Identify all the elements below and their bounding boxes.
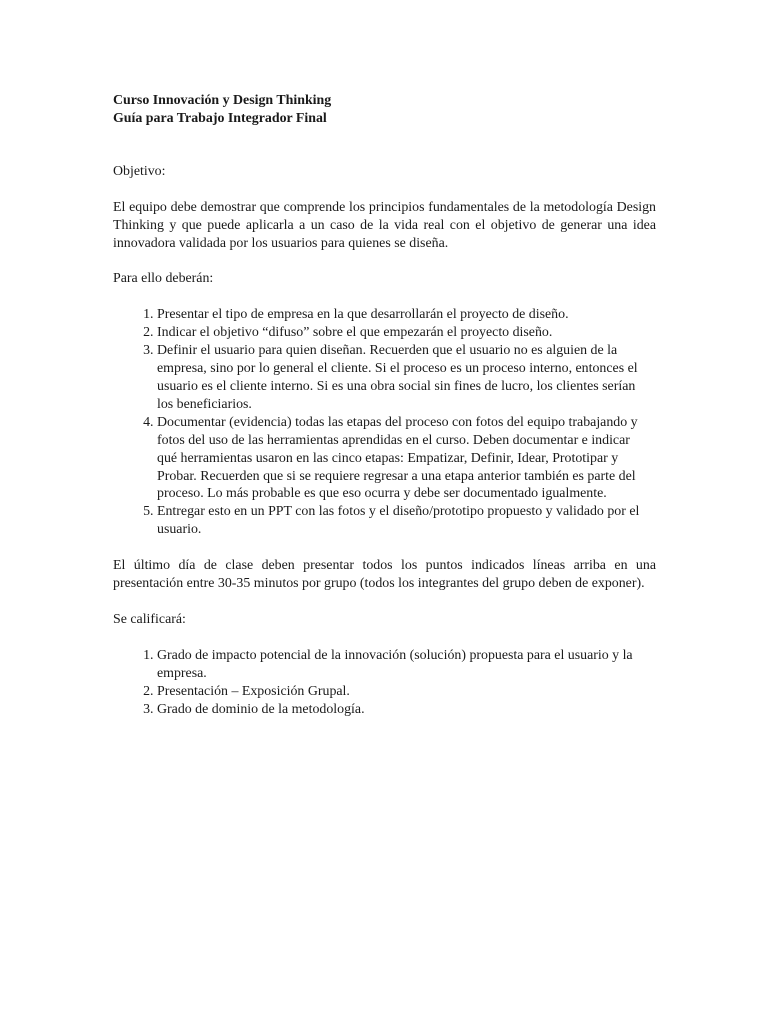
list-item <box>157 306 656 324</box>
grading-text: Presentación – Exposición Grupal. <box>157 683 350 699</box>
task-text: Indicar el objetivo “difuso” sobre el que empezarán el proyecto diseño. <box>157 325 553 341</box>
objective-heading: Objetivo: <box>113 163 166 179</box>
title-guide: Guía para Trabajo Integrador Final <box>113 110 327 126</box>
objective-paragraph: El equipo debe demostrar que comprende los principios fundamentales de la metodología Design Thinking y que puede aplicarla a un caso de la vida real con el objetivo de generar una idea innovadora validada por los usuarios para quienes se diseña. <box>113 199 656 251</box>
task-text: Presentar el tipo de empresa en la que desarrollarán el proyecto de diseño. <box>157 307 569 323</box>
list-item <box>157 342 656 414</box>
grading-text: Grado de dominio de la metodología. <box>157 701 365 717</box>
grading-list <box>113 647 656 719</box>
list-item <box>157 324 656 342</box>
list-item <box>157 414 656 504</box>
tasks-list <box>113 306 656 539</box>
tasks-intro: Para ello deberán: <box>113 271 214 287</box>
title-course: Curso Innovación y Design Thinking <box>113 93 332 108</box>
grading-intro: Se calificará: <box>113 611 186 627</box>
list-item <box>157 647 656 683</box>
list-item <box>157 683 656 701</box>
task-text: Documentar (evidencia) todas las etapas del proceso con fotos del equipo trabajando y fotos del uso de las herramientas aprendidas en el curso. Deben documentar e indicar qué herramientas usaron en las cinco etapas: Empatizar, Definir, Idear, Prototipar y Probar. Recuerden que si se requiere regresar a una etapa anterior también es parte del proceso. Lo más probable es que eso ocurra y debe ser documentado igualmente. <box>157 414 638 502</box>
list-item <box>157 503 656 539</box>
list-item <box>157 701 656 719</box>
task-text: Definir el usuario para quien diseñan. Recuerden que el usuario no es alguien de la empresa, sino por lo general el cliente. Si el proceso es un proceso interno, entonces el usuario es el cliente interno. Si es una obra social sin fines de lucro, los clientes serían los beneficiarios. <box>157 343 638 412</box>
document-title <box>113 92 656 128</box>
task-text: Entregar esto en un PPT con las fotos y el diseño/prototipo propuesto y validado por el usuario. <box>157 504 640 538</box>
document-page <box>113 92 656 718</box>
grading-text: Grado de impacto potencial de la innovación (solución) propuesta para el usuario y la empresa. <box>157 647 633 681</box>
final-day-paragraph: El último día de clase deben presentar todos los puntos indicados líneas arriba en una presentación entre 30-35 minutos por grupo (todos los integrantes del grupo deben de exponer). <box>113 558 656 592</box>
